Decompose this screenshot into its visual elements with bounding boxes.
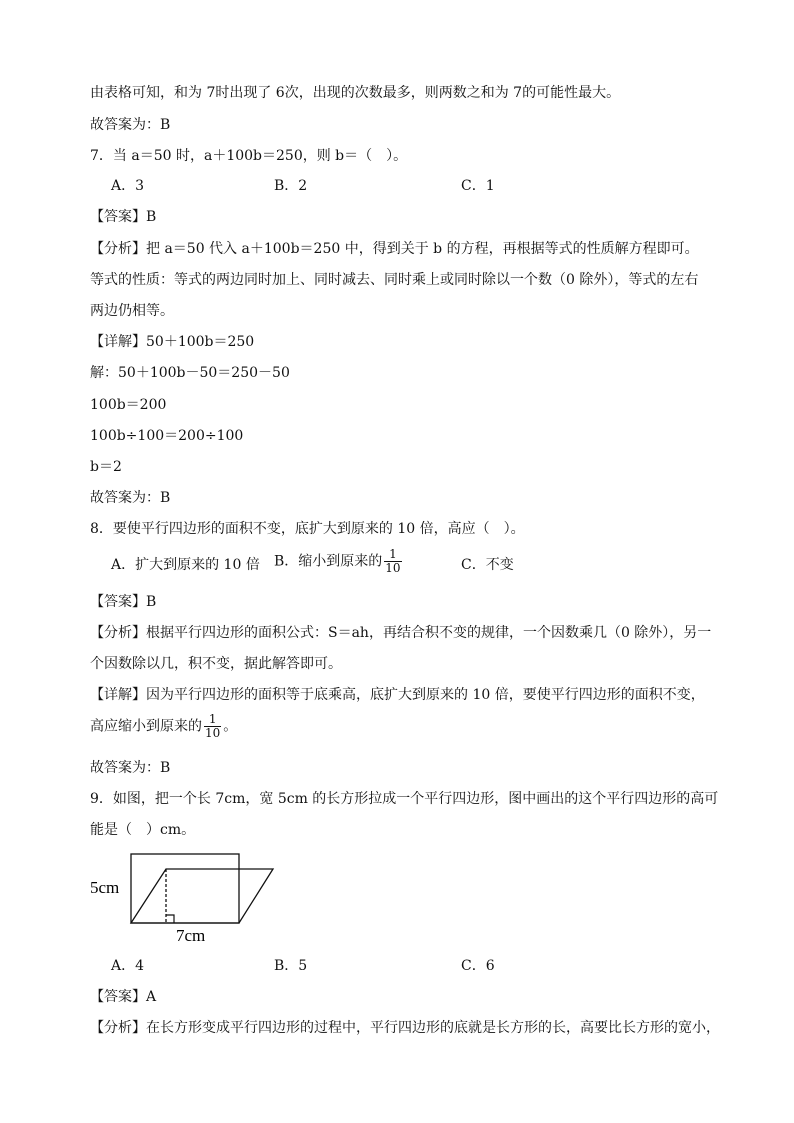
- q8-answer: 【答案】B: [90, 594, 157, 610]
- q7-option-a: A．3: [111, 178, 145, 194]
- q7-detail-step: 解：50＋100b－50＝250－50: [90, 365, 290, 381]
- fraction: [204, 713, 221, 740]
- q7-analysis-line: 等式的性质：等式的两边同时加上、同时减去、同时乘上或同时除以一个数（0 除外），等式的左右: [90, 272, 699, 288]
- q8-detail: 【详解】因为平行四边形的面积等于底乘高，底扩大到原来的 10 倍，要使平行四边形的面积不变，: [90, 687, 705, 703]
- q9-option-b: B．5: [274, 958, 308, 974]
- q8-detail-line: [90, 713, 237, 740]
- length-label: 7cm: [176, 926, 206, 945]
- question-7: 7．当 a＝50 时，a＋100b＝250，则 b＝（ ）。: [90, 148, 408, 164]
- fraction-denominator: 10: [205, 726, 221, 740]
- fraction-numerator: 1: [384, 548, 401, 562]
- q8-conclusion: 故答案为：B: [90, 760, 171, 776]
- q8-option-b-text: B．缩小到原来的: [274, 553, 383, 570]
- parallelogram-shape: [131, 869, 273, 923]
- q9-answer: 【答案】A: [90, 989, 157, 1005]
- right-angle-mark: [166, 915, 174, 923]
- q9-analysis: 【分析】在长方形变成平行四边形的过程中，平行四边形的底就是长方形的长，高要比长方形的宽小，: [90, 1020, 720, 1036]
- q9-option-c: C．6: [461, 958, 495, 974]
- q7-option-c: C．1: [461, 178, 495, 194]
- q8-option-a: A．扩大到原来的 10 倍: [111, 557, 260, 573]
- q7-analysis: 【分析】把 a＝50 代入 a＋100b＝250 中，得到关于 b 的方程，再根据等式的性质解方程即可。: [90, 241, 699, 257]
- width-label: 5cm: [90, 878, 120, 897]
- q8-option-b: [274, 548, 404, 575]
- q8-detail-end: 。: [223, 718, 238, 735]
- rectangle-parallelogram-figure: [88, 848, 288, 948]
- q8-analysis-line: 个因数除以几，积不变，据此解答即可。: [90, 656, 342, 672]
- q7-answer: 【答案】B: [90, 209, 157, 225]
- q7-detail-step: b＝2: [90, 459, 122, 475]
- fraction-numerator: 1: [204, 713, 221, 727]
- q7-detail-step: 100b＝200: [90, 397, 167, 413]
- rectangle-shape: [131, 854, 239, 923]
- q9-option-a: A．4: [111, 958, 145, 974]
- fraction-denominator: 10: [385, 561, 401, 575]
- q8-detail-text: 高应缩小到原来的: [90, 718, 202, 735]
- question-8: 8．要使平行四边形的面积不变，底扩大到原来的 10 倍，高应（ ）。: [90, 521, 525, 537]
- q7-detail-step: 100b÷100＝200÷100: [90, 428, 244, 444]
- question-9-line: 能是（ ）cm。: [90, 822, 196, 838]
- q8-analysis: 【分析】根据平行四边形的面积公式：S＝ah，再结合积不变的规律，一个因数乘几（0 除外），另一: [90, 625, 712, 641]
- question-9: 9．如图，把一个长 7cm，宽 5cm 的长方形拉成一个平行四边形，图中画出的这个平行四边形的高可: [90, 791, 719, 807]
- q7-option-b: B．2: [274, 178, 308, 194]
- q7-detail: 【详解】50＋100b＝250: [90, 334, 255, 350]
- q7-analysis-line: 两边仍相等。: [90, 303, 174, 319]
- answer-conclusion: 故答案为：B: [90, 117, 171, 133]
- q7-conclusion: 故答案为：B: [90, 490, 171, 506]
- text-line: 由表格可知，和为 7时出现了 6次，出现的次数最多，则两数之和为 7的可能性最大。: [90, 85, 621, 101]
- q8-option-c: C．不变: [461, 557, 514, 573]
- fraction: [384, 548, 401, 575]
